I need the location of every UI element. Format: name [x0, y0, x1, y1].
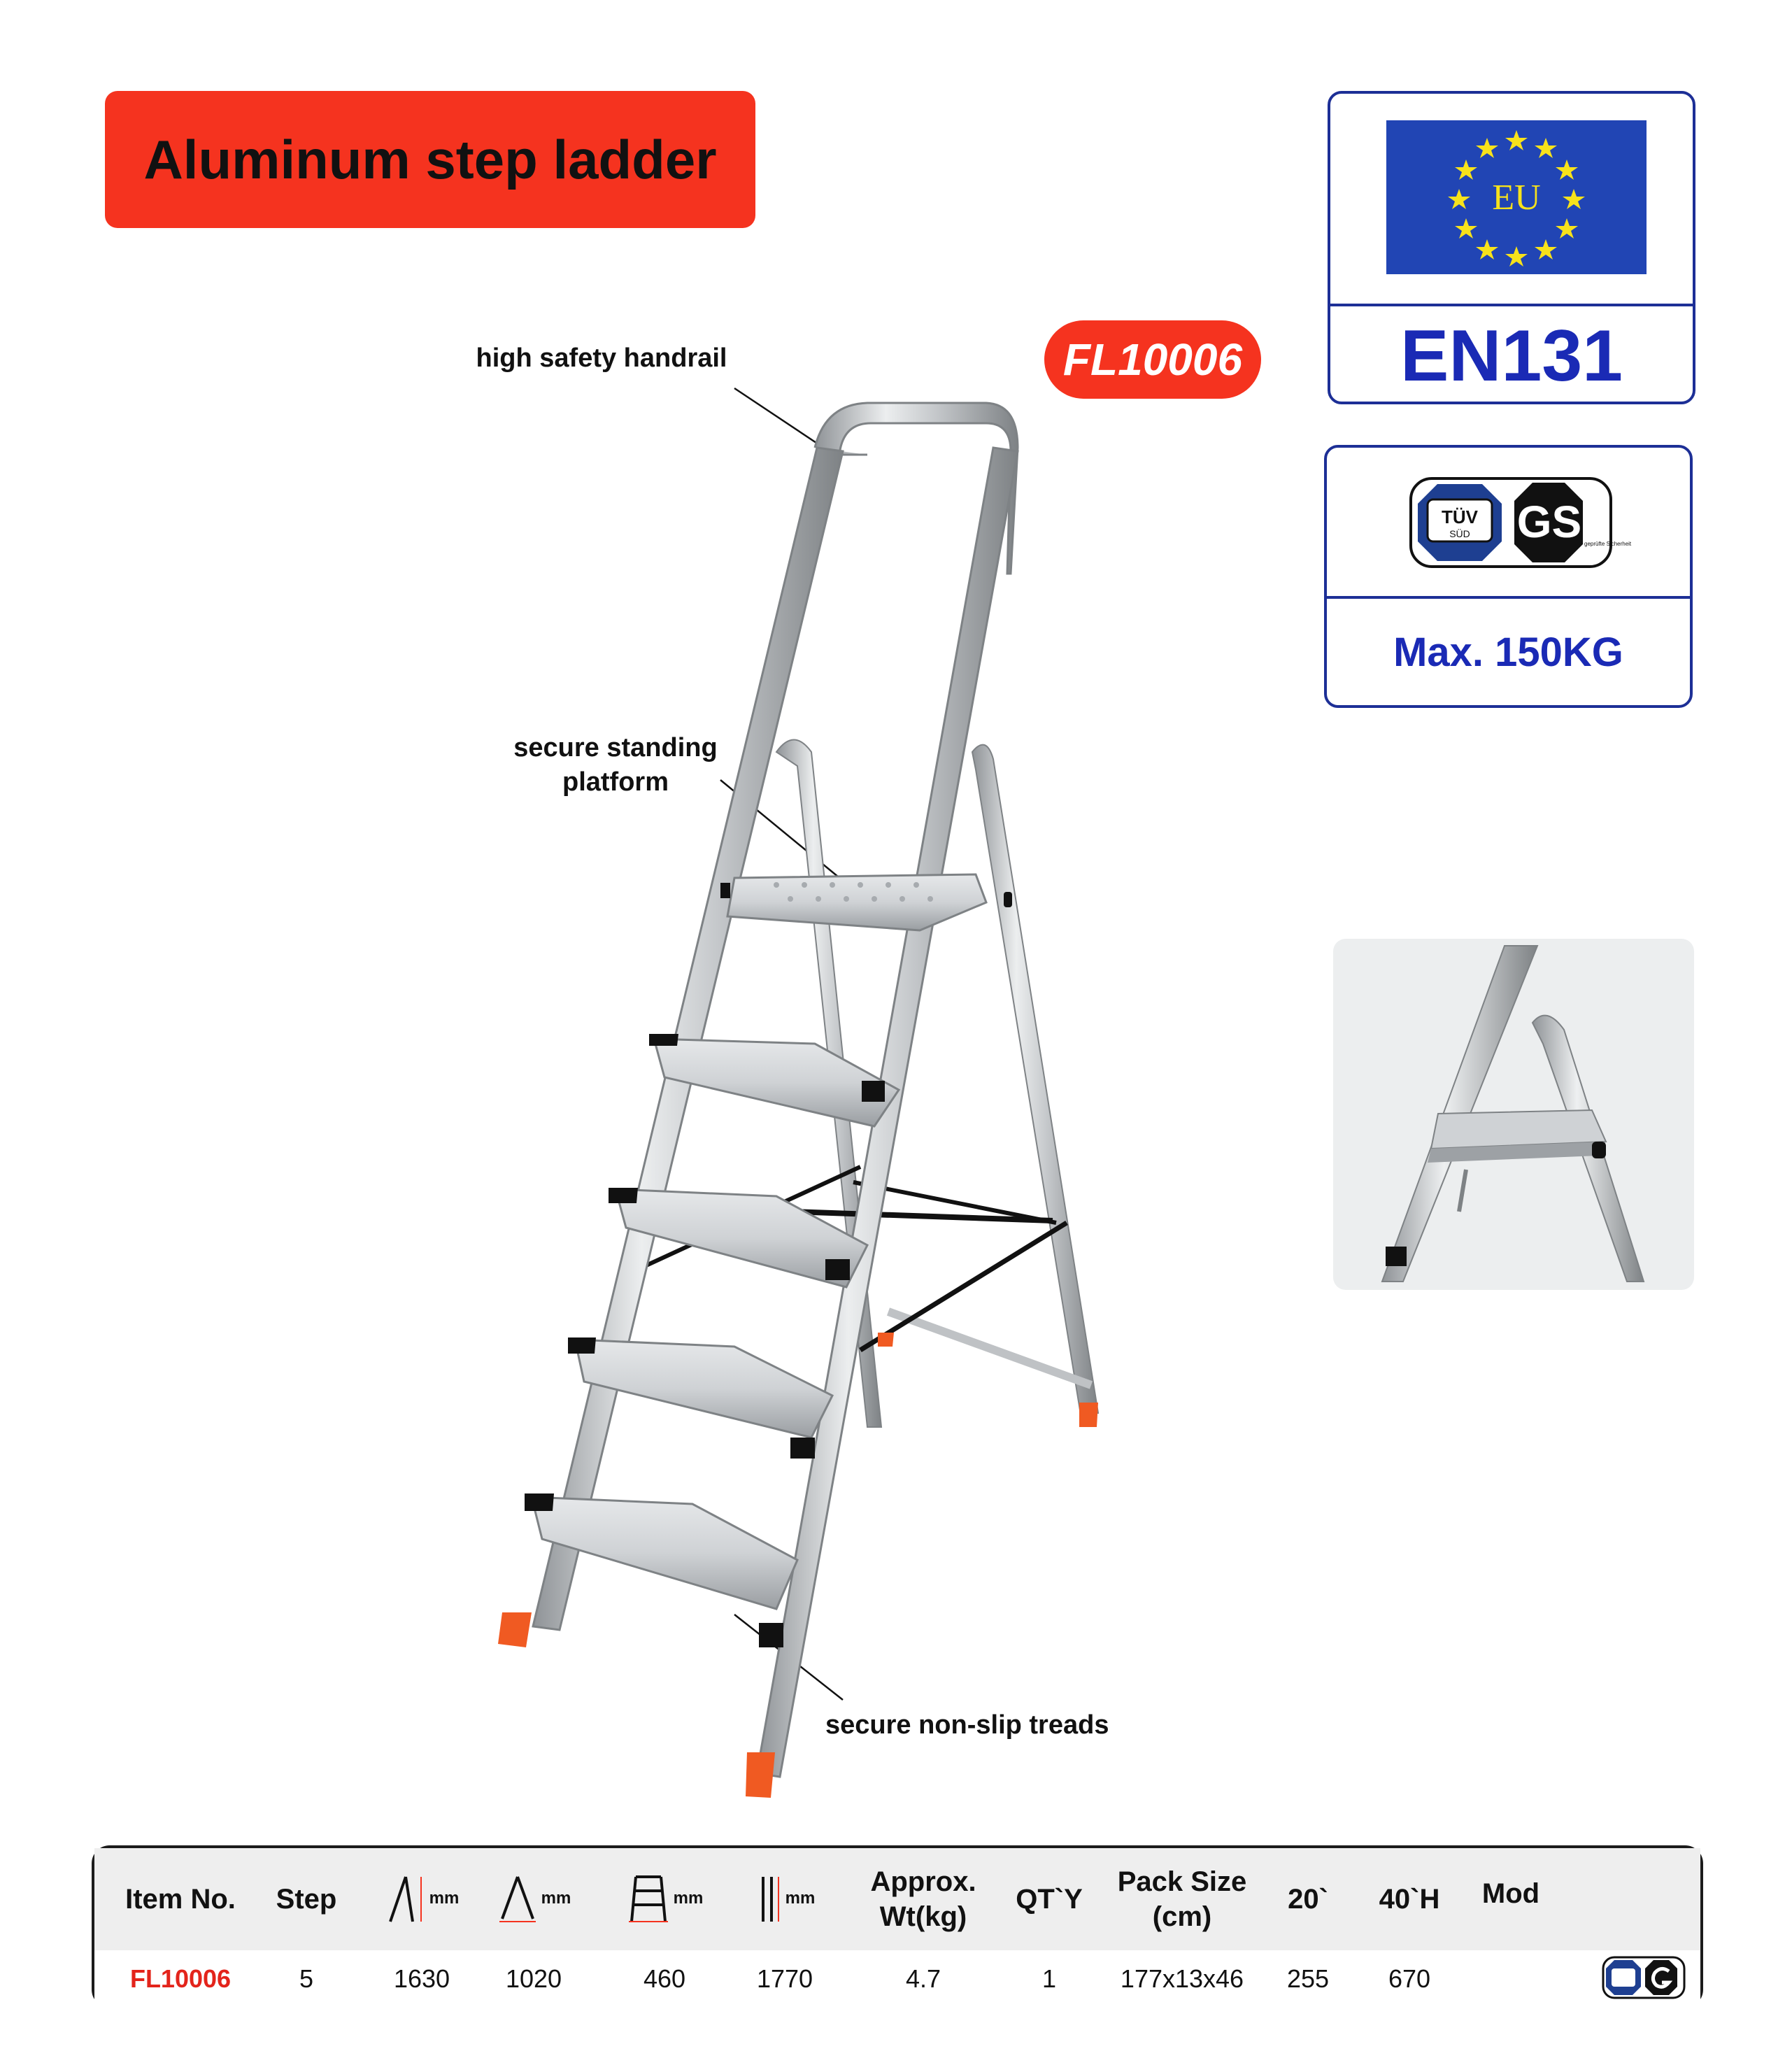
open-height-icon	[385, 1874, 427, 1924]
tread	[649, 1034, 899, 1126]
header-mod: Mod	[1481, 1878, 1540, 1909]
callout-platform	[490, 731, 741, 800]
table-row	[94, 1950, 1700, 2008]
cell-weight: 4.7	[905, 1964, 941, 1993]
platform-height-icon	[626, 1874, 671, 1924]
mod-tuv-gs-icon	[1602, 1956, 1686, 1999]
eu-flag-text: EU	[1492, 178, 1541, 218]
cell-open-height: 1630	[393, 1964, 450, 1993]
spec-table	[92, 1845, 1703, 2008]
table-header-row	[94, 1848, 1700, 1950]
cell-item-no: FL10006	[129, 1964, 232, 1993]
cell-closed-length: 1770	[756, 1964, 813, 1993]
header-20ft: 20`	[1288, 1884, 1328, 1915]
unit-label: mm	[673, 1889, 704, 1908]
unit-label: mm	[541, 1889, 571, 1908]
detail-photo	[1333, 939, 1694, 1290]
standard-label: EN131	[1400, 315, 1623, 397]
header-pack-line1: Pack Size	[1117, 1866, 1247, 1897]
header-pack-size	[1102, 1848, 1263, 1950]
callout-treads: secure non-slip treads	[825, 1710, 1109, 1740]
tuv-text: TÜV	[1442, 506, 1478, 527]
header-40hq: 40`H	[1379, 1884, 1440, 1915]
page-title: Aluminum step ladder	[143, 128, 717, 190]
base-width-icon	[497, 1874, 539, 1924]
header-qty: QT`Y	[1016, 1884, 1083, 1915]
header-platform-height	[612, 1848, 717, 1950]
header-item-no: Item No.	[125, 1884, 236, 1915]
cell-base-width: 1020	[505, 1964, 562, 1993]
cell-40hq: 670	[1388, 1964, 1431, 1993]
cell-qty: 1	[1041, 1964, 1057, 1993]
gs-note: geprüfte Sicherheit	[1584, 541, 1632, 547]
cell-pack-size: 177x13x46	[1120, 1964, 1244, 1993]
header-open-height	[373, 1848, 471, 1950]
cell-platform-height: 460	[643, 1964, 686, 1993]
header-pack-line2: (cm)	[1152, 1901, 1212, 1932]
closed-length-icon	[755, 1874, 783, 1924]
tuv-sub-text: SÜD	[1449, 528, 1470, 539]
header-weight-line1: Approx.	[870, 1866, 976, 1897]
callout-handrail: high safety handrail	[476, 343, 727, 373]
header-weight	[850, 1848, 997, 1950]
header-base-width	[485, 1848, 583, 1950]
header-closed-length	[732, 1848, 837, 1950]
callout-platform-line2: platform	[562, 767, 669, 797]
cell-step: 5	[299, 1964, 314, 1993]
ladder-detail-image	[1333, 939, 1694, 1290]
gs-text: GS	[1516, 497, 1582, 547]
max-load-label: Max. 150KG	[1393, 629, 1623, 675]
header-step: Step	[276, 1884, 337, 1915]
callout-platform-line1: secure standing	[513, 733, 718, 762]
unit-label: mm	[429, 1889, 460, 1908]
unit-label: mm	[785, 1889, 816, 1908]
header-weight-line2: Wt(kg)	[879, 1901, 967, 1932]
model-code: FL10006	[1062, 334, 1243, 385]
cell-20ft: 255	[1286, 1964, 1330, 1993]
